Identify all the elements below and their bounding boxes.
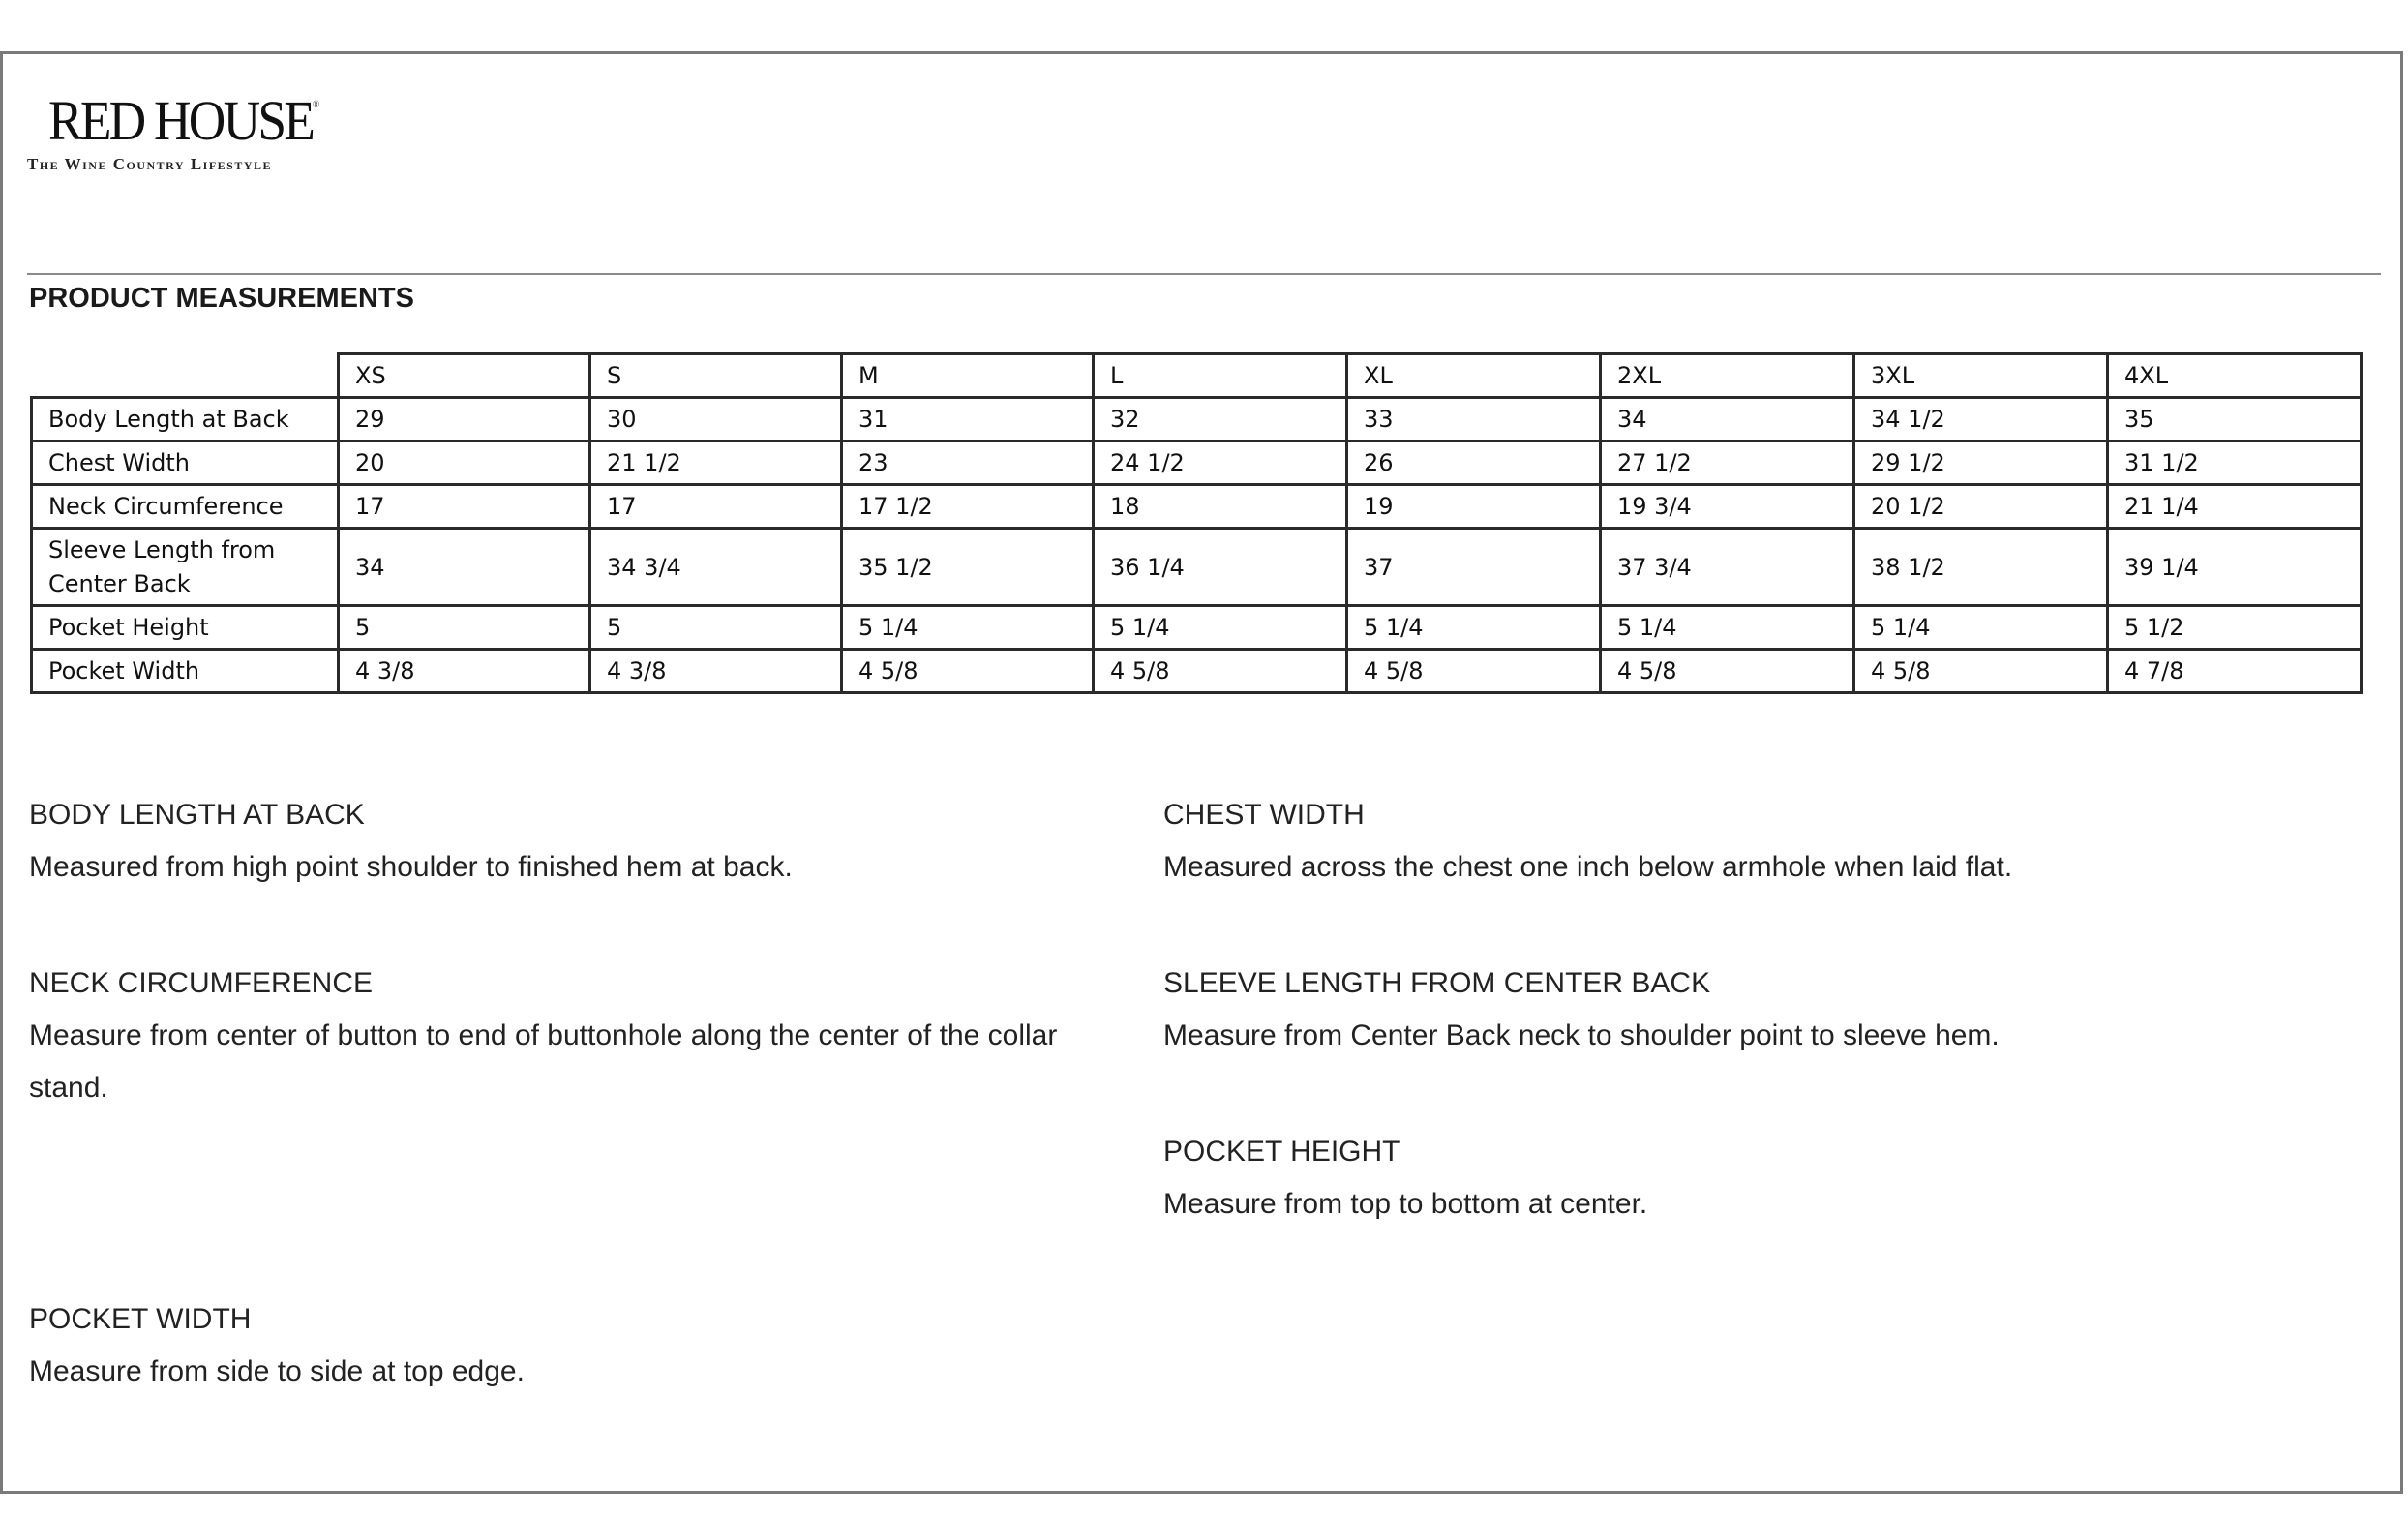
definition-pocket-height	[1163, 1126, 2325, 1231]
table-cell: 21 1/2	[590, 441, 842, 485]
table-cell: 34	[1601, 398, 1854, 441]
table-cell: 29 1/2	[1854, 441, 2108, 485]
table-cell: 17 1/2	[842, 485, 1094, 529]
table-cell: 20	[339, 441, 590, 485]
page-frame	[0, 51, 2403, 1494]
table-cell: 5 1/4	[1347, 606, 1601, 650]
table-cell: 5 1/4	[1601, 606, 1854, 650]
table-cell: 4 5/8	[1854, 650, 2108, 693]
definition-text: Measure from side to side at top edge.	[29, 1355, 525, 1387]
table-cell: 4 5/8	[1094, 650, 1347, 693]
table-corner	[32, 354, 339, 398]
brand-tagline: The Wine Country Lifestyle	[27, 155, 273, 173]
size-header: XL	[1347, 354, 1601, 398]
table-cell: 33	[1347, 398, 1601, 441]
size-header: 2XL	[1601, 354, 1854, 398]
definition-title: CHEST WIDTH	[1163, 799, 1365, 831]
row-label: Pocket Height	[32, 606, 339, 650]
definition-chest-width	[1163, 789, 2325, 894]
row-label: Body Length at Back	[32, 398, 339, 441]
row-label: Sleeve Length from Center Back	[32, 529, 339, 606]
table-row	[32, 441, 2362, 485]
table-cell: 37 3/4	[1601, 529, 1854, 606]
table-row	[32, 606, 2362, 650]
table-cell: 5 1/2	[2108, 606, 2362, 650]
table-cell: 19	[1347, 485, 1601, 529]
table-cell: 4 7/8	[2108, 650, 2362, 693]
table-cell: 4 5/8	[842, 650, 1094, 693]
table-cell: 5	[590, 606, 842, 650]
table-cell: 24 1/2	[1094, 441, 1347, 485]
table-cell: 38 1/2	[1854, 529, 2108, 606]
table-cell: 4 5/8	[1347, 650, 1601, 693]
definition-pocket-width	[29, 1293, 1094, 1398]
table-cell: 26	[1347, 441, 1601, 485]
size-header: 3XL	[1854, 354, 2108, 398]
definition-title: POCKET HEIGHT	[1163, 1136, 1400, 1168]
table-cell: 35 1/2	[842, 529, 1094, 606]
definition-neck-circumference	[29, 958, 1074, 1114]
table-row	[32, 398, 2362, 441]
definition-title: NECK CIRCUMFERENCE	[29, 967, 374, 999]
measurements-table	[30, 352, 2363, 694]
definition-body-length	[29, 789, 1094, 894]
table-cell: 34 1/2	[1854, 398, 2108, 441]
table-cell: 23	[842, 441, 1094, 485]
brand-name: RED HOUSE®	[48, 89, 320, 152]
brand-logo	[27, 89, 376, 174]
row-label: Pocket Width	[32, 650, 339, 693]
size-header: L	[1094, 354, 1347, 398]
definition-text: Measure from center of button to end of buttonhole along the center of the collar stand.	[29, 1019, 1058, 1104]
table-row	[32, 529, 2362, 606]
definition-title: SLEEVE LENGTH FROM CENTER BACK	[1163, 967, 1711, 999]
table-cell: 4 3/8	[590, 650, 842, 693]
size-header: M	[842, 354, 1094, 398]
definition-text: Measured from high point shoulder to finished hem at back.	[29, 851, 793, 883]
table-cell: 29	[339, 398, 590, 441]
table-cell: 21 1/4	[2108, 485, 2362, 529]
definition-sleeve-length	[1163, 958, 2325, 1062]
table-cell: 17	[339, 485, 590, 529]
row-label: Neck Circumference	[32, 485, 339, 529]
size-header: S	[590, 354, 842, 398]
table-row	[32, 485, 2362, 529]
table-cell: 31	[842, 398, 1094, 441]
definition-title: POCKET WIDTH	[29, 1303, 252, 1335]
table-cell: 17	[590, 485, 842, 529]
size-header: 4XL	[2108, 354, 2362, 398]
table-cell: 30	[590, 398, 842, 441]
size-header-row	[32, 354, 2362, 398]
table-cell: 35	[2108, 398, 2362, 441]
table-cell: 5 1/4	[1854, 606, 2108, 650]
table-cell: 36 1/4	[1094, 529, 1347, 606]
row-label: Chest Width	[32, 441, 339, 485]
table-cell: 4 3/8	[339, 650, 590, 693]
table-cell: 34	[339, 529, 590, 606]
table-cell: 5 1/4	[1094, 606, 1347, 650]
table-cell: 5	[339, 606, 590, 650]
table-cell: 18	[1094, 485, 1347, 529]
table-cell: 37	[1347, 529, 1601, 606]
table-cell: 20 1/2	[1854, 485, 2108, 529]
definition-title: BODY LENGTH AT BACK	[29, 799, 365, 831]
section-title: PRODUCT MEASUREMENTS	[29, 283, 414, 314]
header-divider	[27, 273, 2381, 275]
table-cell: 4 5/8	[1601, 650, 1854, 693]
table-cell: 5 1/4	[842, 606, 1094, 650]
table-cell: 34 3/4	[590, 529, 842, 606]
table-cell: 31 1/2	[2108, 441, 2362, 485]
table-cell: 39 1/4	[2108, 529, 2362, 606]
table-cell: 19 3/4	[1601, 485, 1854, 529]
definition-text: Measure from Center Back neck to shoulder point to sleeve hem.	[1163, 1019, 2000, 1051]
definition-text: Measured across the chest one inch below armhole when laid flat.	[1163, 851, 2013, 883]
table-cell: 32	[1094, 398, 1347, 441]
size-header: XS	[339, 354, 590, 398]
table-row	[32, 650, 2362, 693]
definition-text: Measure from top to bottom at center.	[1163, 1188, 1648, 1220]
table-cell: 27 1/2	[1601, 441, 1854, 485]
